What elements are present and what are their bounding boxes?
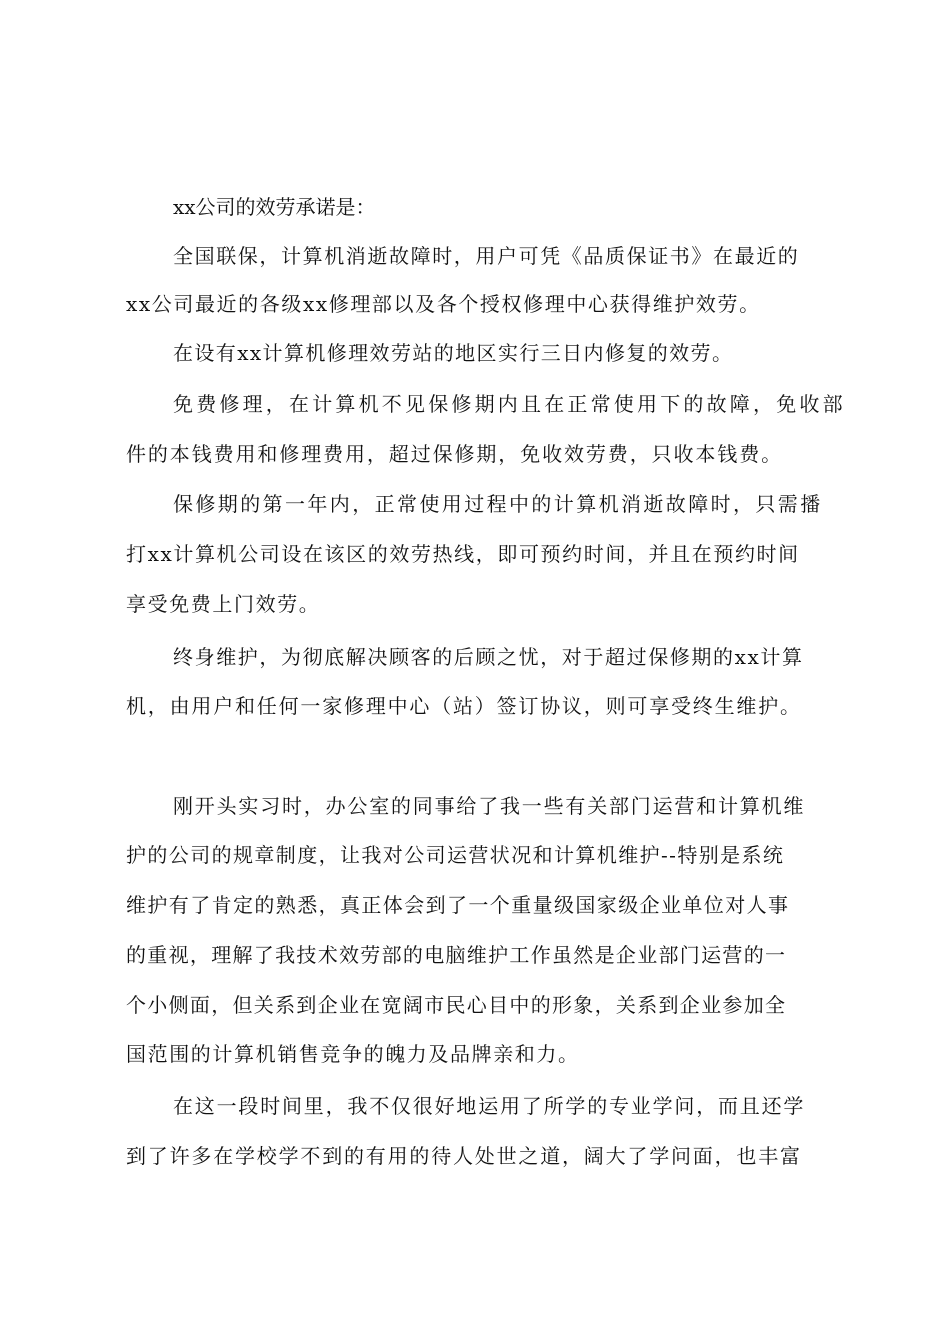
text-line: 国范围的计算机销售竞争的魄力及品牌亲和力。 (126, 1042, 580, 1066)
text-line: 免费修理，在计算机不见保修期内且在正常使用下的故障，免收部 (173, 392, 846, 416)
text-line: 个小侧面，但关系到企业在宽阔市民心目中的形象，关系到企业参加全 (126, 993, 787, 1017)
text-line: 的重视，理解了我技术效劳部的电脑维护工作虽然是企业部门运营的一 (126, 943, 787, 967)
text-line: xx公司的效劳承诺是： (173, 195, 376, 219)
text-line: 终身维护，为彻底解决顾客的后顾之忧，对于超过保修期的xx计算 (173, 645, 804, 669)
text-line: 保修期的第一年内，正常使用过程中的计算机消逝故障时，只需播 (173, 492, 823, 516)
text-line: 护的公司的规章制度，让我对公司运营状况和计算机维护--特别是系统 (126, 843, 785, 867)
text-line: 打xx计算机公司设在该区的效劳热线，即可预约时间，并且在预约时间 (126, 542, 800, 566)
text-line: 在这一段时间里，我不仅很好地运用了所学的专业学问，而且还学 (173, 1094, 806, 1118)
text-line: 刚开头实习时，办公室的同事给了我一些有关部门运营和计算机维 (173, 794, 806, 818)
text-line: 件的本钱费用和修理费用，超过保修期，免收效劳费，只收本钱费。 (126, 442, 783, 466)
text-line: xx公司最近的各级xx修理部以及各个授权修理中心获得维护效劳。 (126, 292, 761, 316)
text-line: 在设有xx计算机修理效劳站的地区实行三日内修复的效劳。 (173, 341, 734, 365)
text-line: 全国联保，计算机消逝故障时，用户可凭《品质保证书》在最近的 (173, 244, 800, 268)
text-line: 机，由用户和任何一家修理中心（站）签订协议，则可享受终生维护。 (126, 694, 802, 718)
text-line: 享受免费上门效劳。 (126, 592, 321, 616)
text-line: 维护有了肯定的熟悉，真正体会到了一个重量级国家级企业单位对人事 (126, 893, 790, 917)
text-line: 到了许多在学校学不到的有用的待人处世之道，阔大了学问面，也丰富 (126, 1144, 802, 1168)
